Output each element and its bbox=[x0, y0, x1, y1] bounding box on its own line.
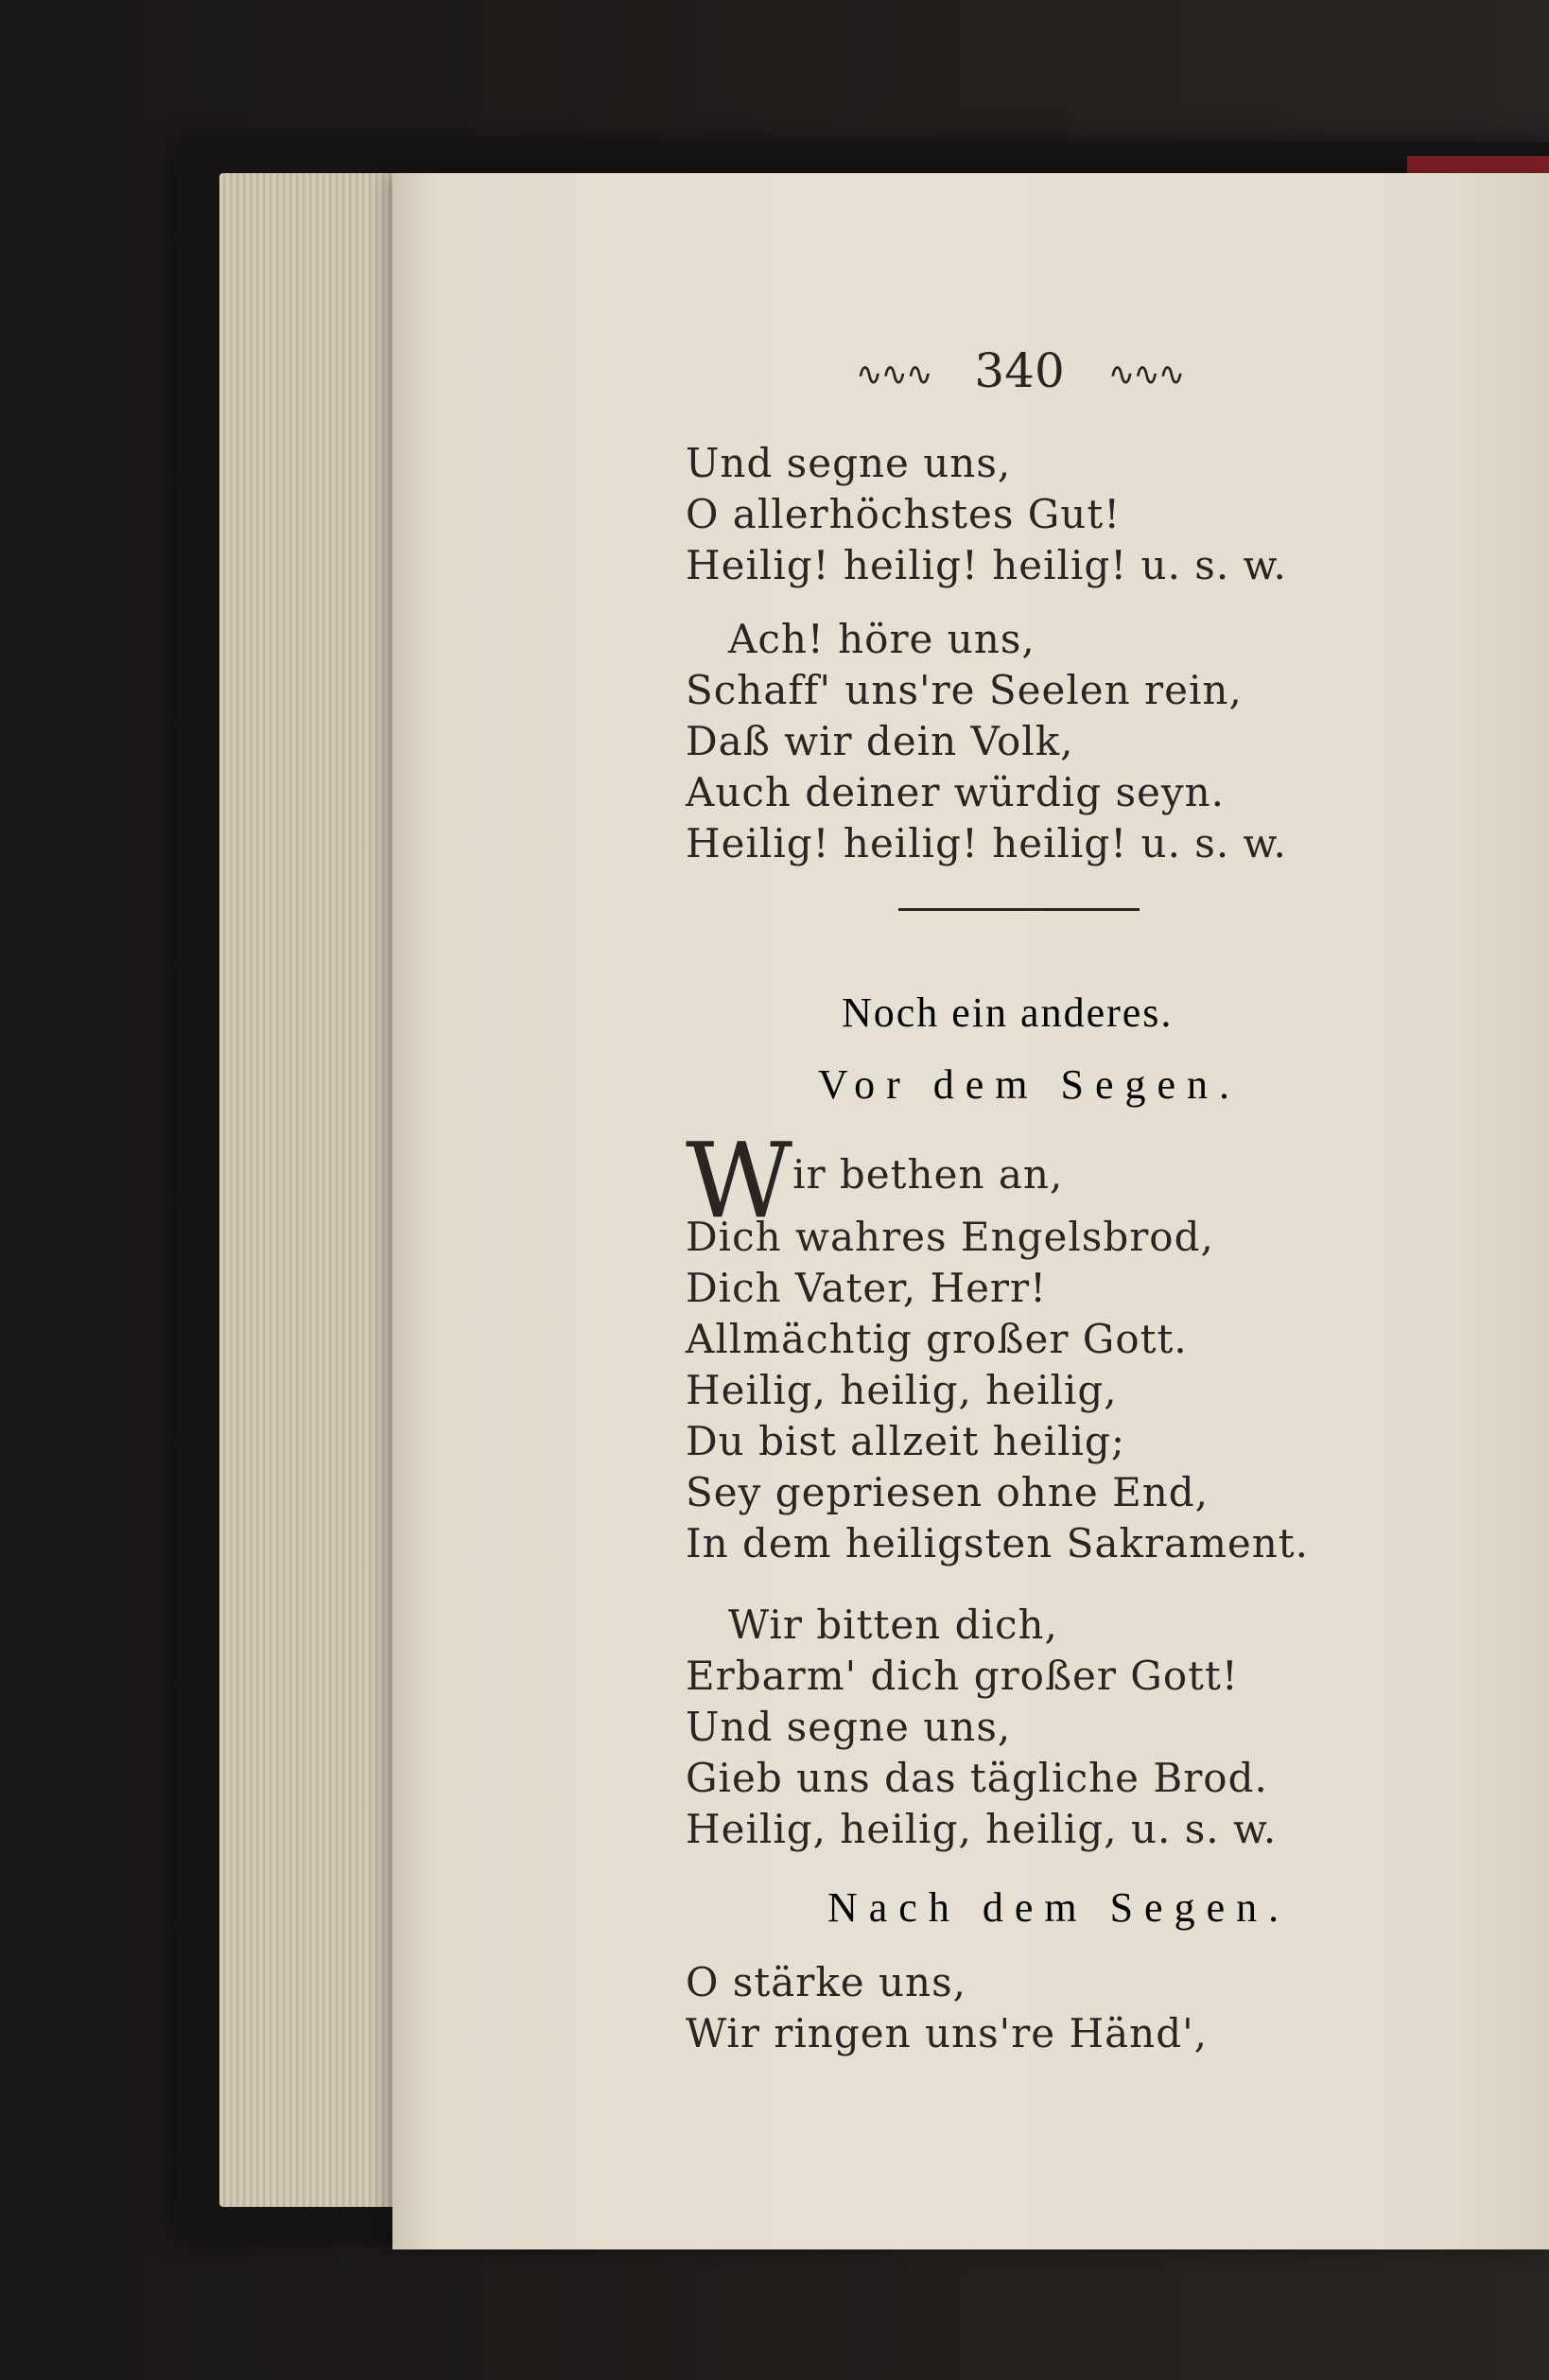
verse-line: Auch deiner würdig seyn. bbox=[686, 769, 1225, 815]
ornament-left: ∿∿∿ bbox=[856, 356, 931, 394]
verse-line: Heilig! heilig! heilig! u. s. w. bbox=[686, 542, 1287, 588]
verse-line: Heilig, heilig, heilig, u. s. w. bbox=[686, 1806, 1278, 1852]
verse-line: Wir bitten dich, bbox=[728, 1601, 1058, 1648]
page-number: 340 bbox=[974, 343, 1065, 398]
verse-line: Du bist allzeit heilig; bbox=[686, 1418, 1125, 1464]
verse-line: In dem heiligsten Sakrament. bbox=[686, 1520, 1310, 1566]
section-subheading: Vor dem Segen. bbox=[818, 1061, 1242, 1108]
verse-line: Gieb uns das tägliche Brod. bbox=[686, 1755, 1268, 1801]
verse-line: Ach! höre uns, bbox=[728, 616, 1036, 662]
drop-cap: W bbox=[686, 1120, 793, 1241]
verse-line: Und segne uns, bbox=[686, 440, 1012, 486]
verse-line: Heilig, heilig, heilig, bbox=[686, 1367, 1118, 1413]
verse-line: Heilig! heilig! heilig! u. s. w. bbox=[686, 820, 1287, 866]
verse-line: Schaff' uns're Seelen rein, bbox=[686, 667, 1243, 713]
section-heading: Noch ein anderes. bbox=[842, 989, 1174, 1036]
verse-line: O stärke uns, bbox=[686, 1959, 966, 2005]
verse-line: O allerhöchstes Gut! bbox=[686, 491, 1122, 537]
verse-line: Dich Vater, Herr! bbox=[686, 1265, 1047, 1311]
verse-line: Sey gepriesen ohne End, bbox=[686, 1469, 1210, 1515]
page-edges bbox=[219, 173, 409, 2207]
verse-line: Und segne uns, bbox=[686, 1704, 1012, 1750]
book-page bbox=[392, 173, 1549, 2249]
section-divider bbox=[898, 908, 1140, 911]
ornament-right: ∿∿∿ bbox=[1107, 356, 1184, 394]
verse-line: Dich wahres Engelsbrod, bbox=[686, 1214, 1214, 1260]
verse-line: Wir ringen uns're Händ', bbox=[686, 2010, 1208, 2056]
verse-text: ir bethen an, bbox=[792, 1151, 1064, 1198]
verse-line: Erbarm' dich großer Gott! bbox=[686, 1653, 1239, 1699]
page-header bbox=[856, 343, 1183, 398]
section-subheading: Nach dem Segen. bbox=[827, 1884, 1291, 1931]
verse-line: Allmächtig großer Gott. bbox=[686, 1316, 1188, 1362]
verse-line: Daß wir dein Volk, bbox=[686, 718, 1074, 764]
